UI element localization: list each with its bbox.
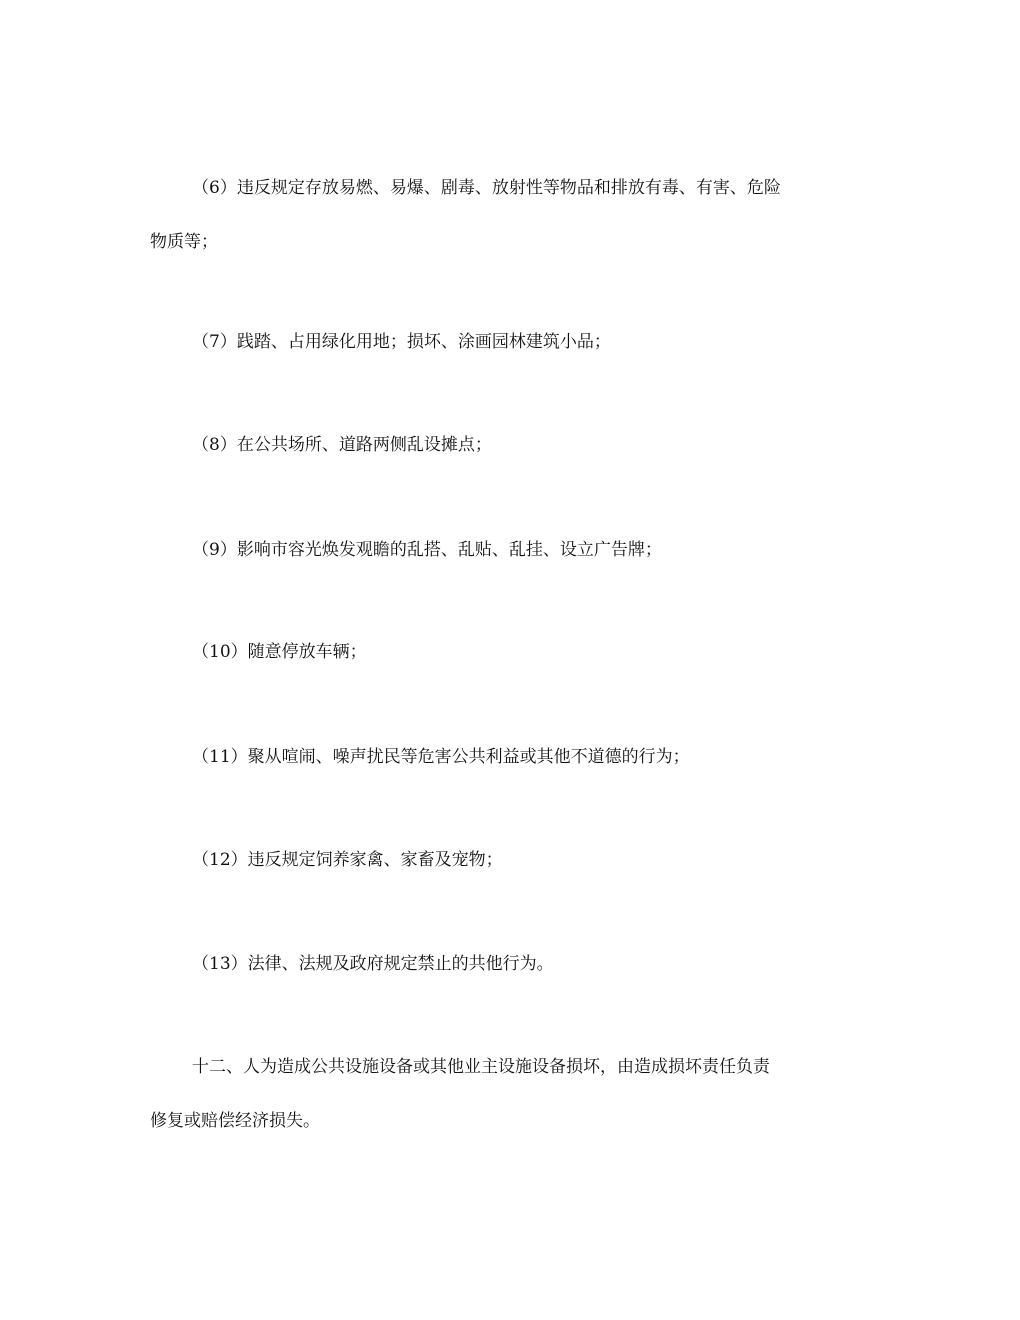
paragraph-line: 十二、人为造成公共设施设备或其他业主设施设备损坏，由造成损坏责任负责 [192,1057,770,1077]
paragraph-clause-12 [150,1040,880,1148]
paragraph-line: 修复或赔偿经济损失。 [150,1111,320,1131]
paragraph-line: 物质等； [150,232,218,252]
paragraph-item-6 [150,161,880,269]
paragraph-line: （7）践踏、占用绿化用地；损坏、涂画园林建筑小品； [192,332,611,352]
paragraph-item-11 [150,730,880,784]
paragraph-item-7 [150,315,880,369]
paragraph-item-8 [150,418,880,472]
paragraph-item-9 [150,523,880,577]
paragraph-item-10 [150,625,880,679]
paragraph-line: （8）在公共场所、道路两侧乱设摊点； [192,435,492,455]
paragraph-line: （11）聚从喧闹、噪声扰民等危害公共利益或其他不道德的行为； [192,747,690,767]
paragraph-item-13 [150,937,880,991]
paragraph-line: （6）违反规定存放易燃、易爆、剧毒、放射性等物品和排放有毒、有害、危险 [192,178,781,198]
paragraph-line: （9）影响市容光焕发观瞻的乱搭、乱贴、乱挂、设立广告牌； [192,540,662,560]
paragraph-line: （12）违反规定饲养家禽、家畜及宠物； [192,850,503,870]
paragraph-line: （10）随意停放车辆； [192,642,367,662]
paragraph-line: （13）法律、法规及政府规定禁止的共他行为。 [192,954,554,974]
paragraph-item-12 [150,833,880,887]
